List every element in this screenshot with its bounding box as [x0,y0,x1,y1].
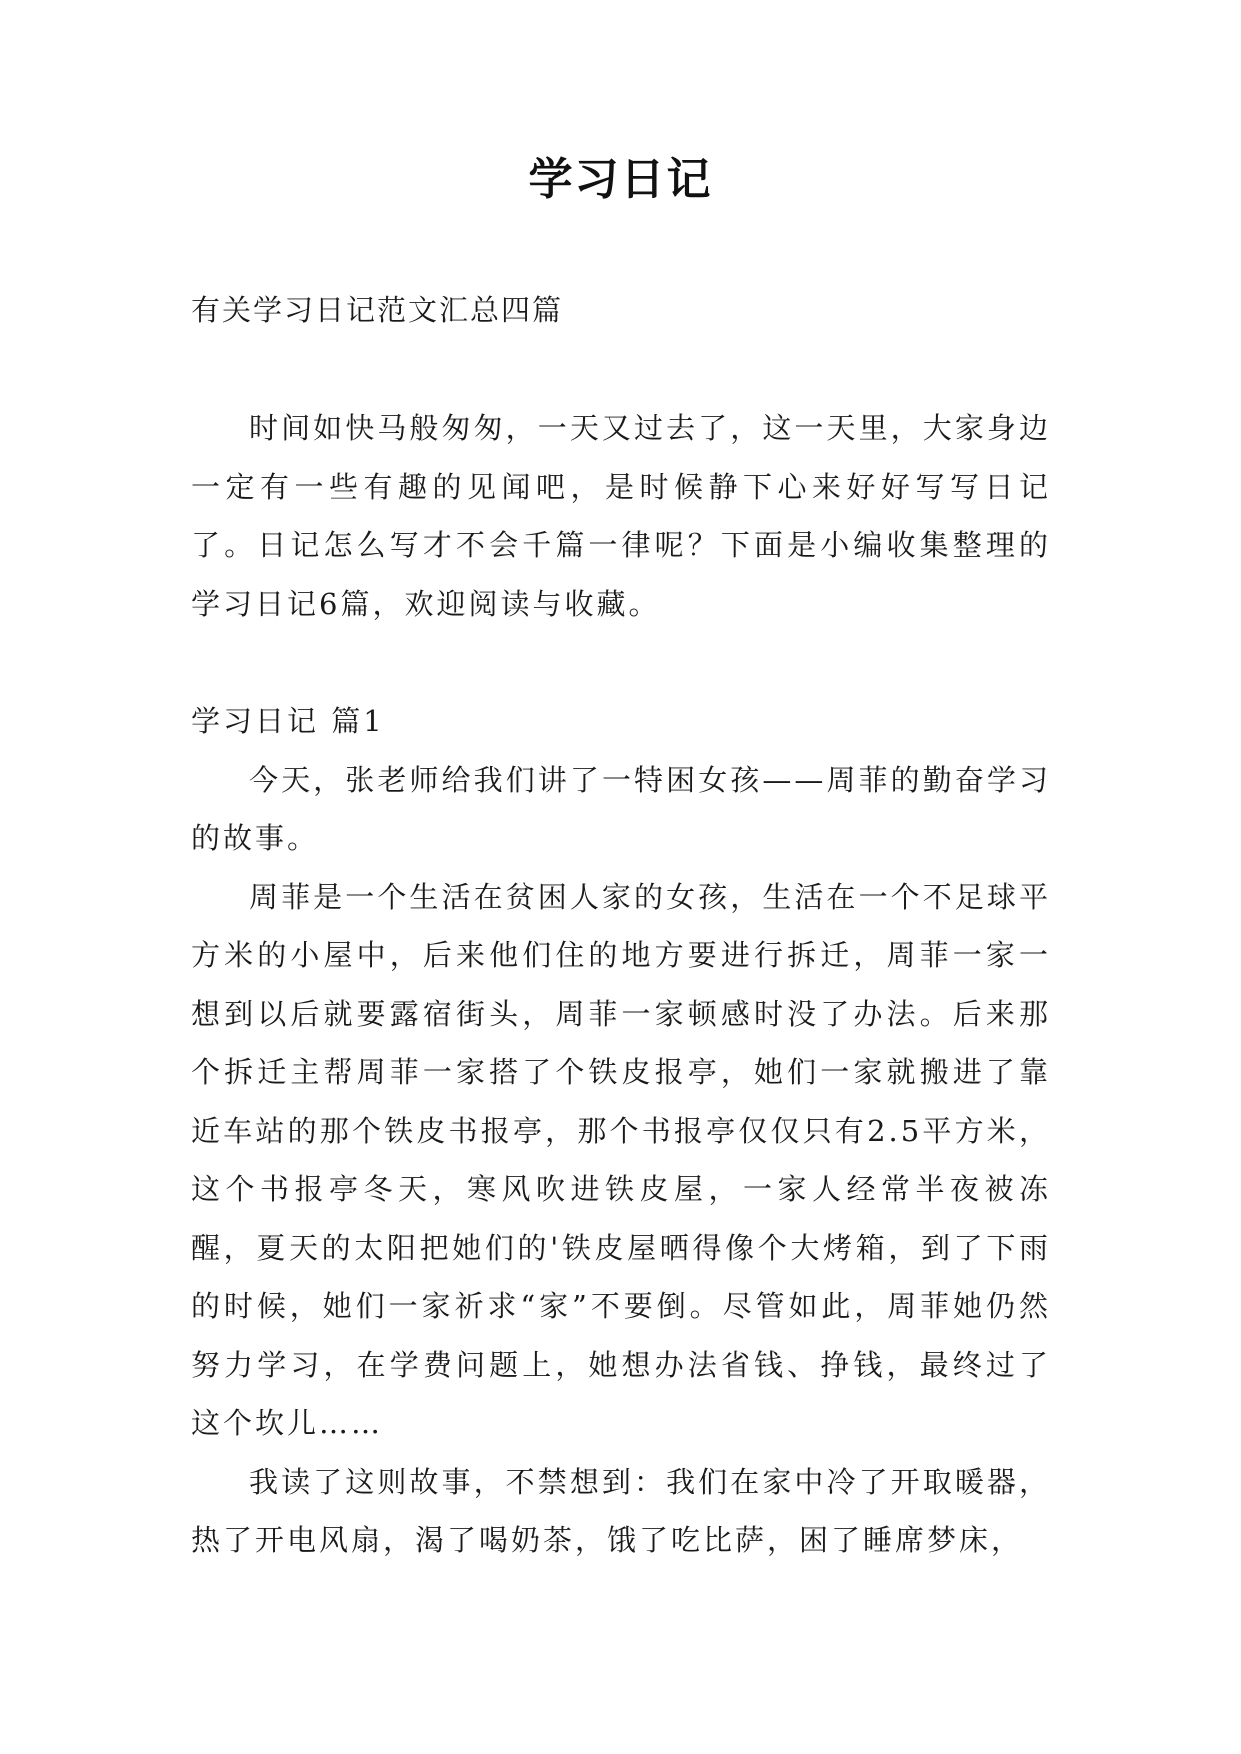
section-1 [191,692,1051,1570]
document-subtitle: 有关学习日记范文汇总四篇 [191,293,564,327]
document-title: 学习日记 [528,154,713,205]
body-paragraph-1: 今天，张老师给我们讲了一特困女孩——周菲的勤奋学习的故事。 [191,762,1051,855]
body-paragraph-2: 周菲是一个生活在贫困人家的女孩，生活在一个不足球平方米的小屋中，后来他们住的地方要进行拆迁，周菲一家一想到以后就要露宿街头，周菲一家顿感时没了办法。后来那个拆迁主帮周菲一家搭了个铁皮报亭，她们一家就搬进了靠近车站的那个铁皮书报亭，那个书报亭仅仅只有2.5平方米，这个书报亭冬天，寒风吹进铁皮屋，一家人经常半夜被冻醒，夏天的太阳把她们的'铁皮屋晒得像个大烤箱，到了下雨的时候，她们一家祈求“家”不要倒。尽管如此，周菲她仍然努力学习，在学费问题上，她想办法省钱、挣钱，最终过了这个坎儿…… [191,879,1051,1440]
body-paragraph-3: 我读了这则故事，不禁想到：我们在家中冷了开取暖器，热了开电风扇，渴了喝奶茶，饿了吃比萨，困了睡席梦床， [191,1464,1051,1557]
intro-paragraph: 时间如快马般匆匆，一天又过去了，这一天里，大家身边一定有一些有趣的见闻吧，是时候静下心来好好写写日记了。日记怎么写才不会千篇一律呢？下面是小编收集整理的学习日记6篇，欢迎阅读与收藏。 [191,411,1051,621]
intro-block [191,399,1051,633]
section-heading: 学习日记 篇1 [191,704,385,738]
